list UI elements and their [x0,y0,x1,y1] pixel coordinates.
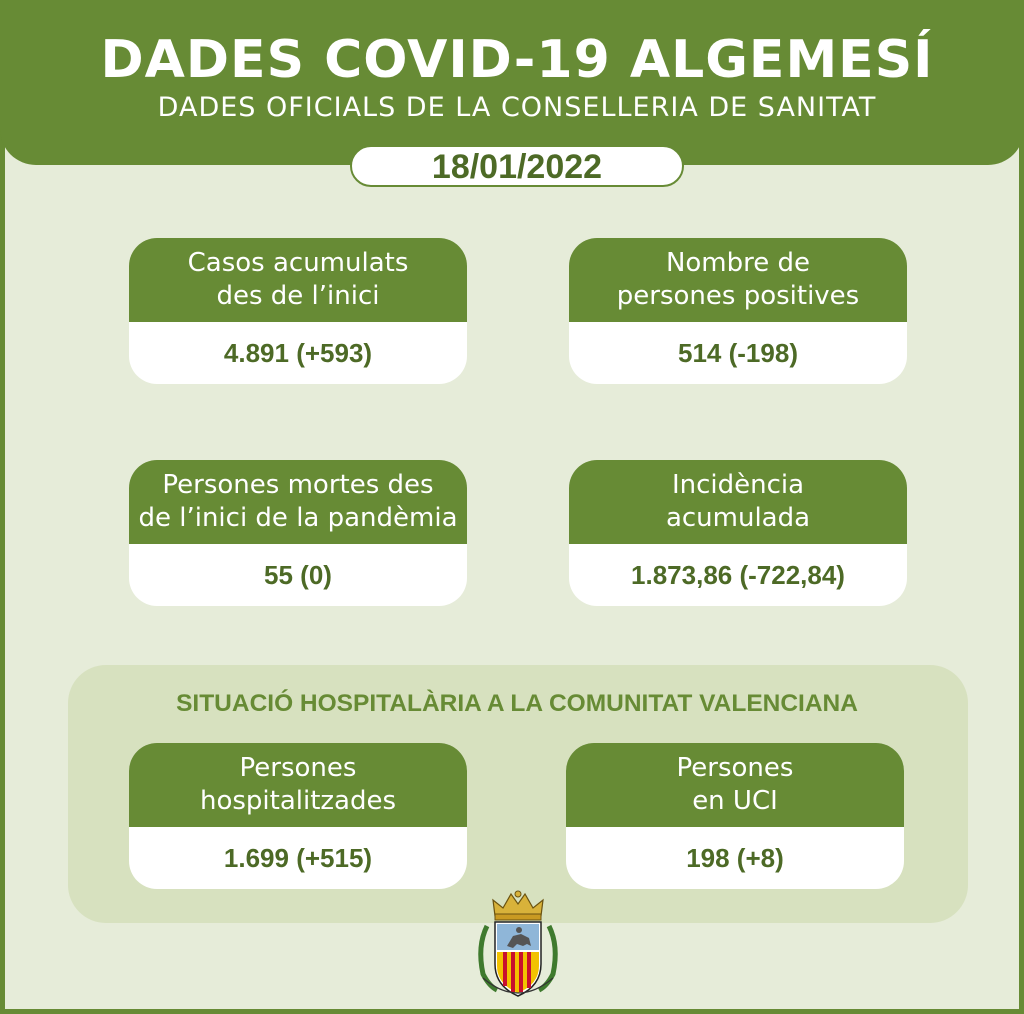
card-value: 4.891 (+593) [223,337,373,368]
card-value: 1.699 (+515) [223,842,373,873]
card-label-line: Nombre de [665,248,811,278]
card-label-line: en UCI [692,786,778,816]
card-value: 514 (-198) [678,337,798,368]
card-label-line: de l’inici de la pandèmia [138,503,458,533]
card-label [569,460,907,544]
card-deaths [129,460,467,606]
card-cumulative-cases [129,238,467,384]
card-value: 55 (0) [264,559,332,590]
hospital-section-title: SITUACIÓ HOSPITALÀRIA A LA COMUNITAT VALENCIANA [176,690,858,717]
card-label-line: acumulada [665,503,811,533]
coat-of-arms-icon [473,886,563,1002]
date-badge: 18/01/2022 [350,145,684,187]
card-label-line: des de l’inici [216,281,380,311]
card-label-line: hospitalitzades [199,786,397,816]
card-value: 198 (+8) [686,842,784,873]
card-label [129,238,467,322]
card-hospitalized [129,743,467,889]
card-label-line: Persones mortes des [162,470,434,500]
page-title: DADES COVID-19 ALGEMESÍ [100,30,934,90]
card-label-line: Casos acumulats [187,248,409,278]
card-label [569,238,907,322]
card-label-line: persones positives [616,281,860,311]
card-label-line: Incidència [671,470,805,500]
card-cumulative-incidence [569,460,907,606]
card-positive-persons [569,238,907,384]
card-value: 1.873,86 (-722,84) [631,559,845,590]
card-label [566,743,904,827]
card-icu [566,743,904,889]
card-label [129,460,467,544]
card-label-line: Persones [239,753,357,783]
card-label [129,743,467,827]
page-subtitle: DADES OFICIALS DE LA CONSELLERIA DE SANITAT [157,92,877,123]
card-label-line: Persones [676,753,794,783]
